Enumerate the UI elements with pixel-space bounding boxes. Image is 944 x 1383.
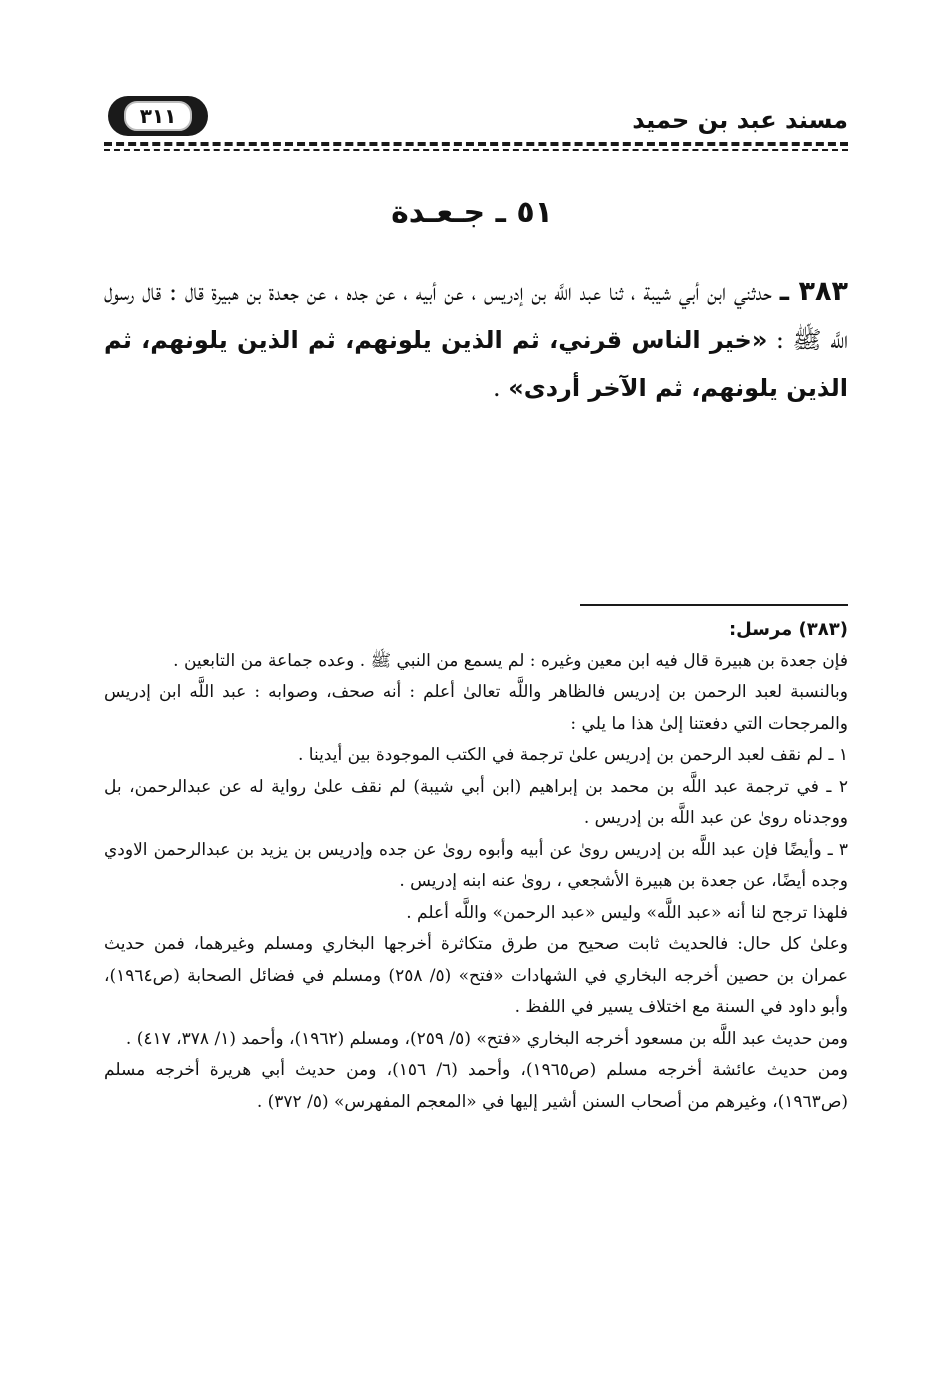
page-number-badge [108, 96, 208, 136]
footnote-paragraph: وعلىٰ كل حال: فالحديث ثابت صحيح من طرق متكاثرة أخرجها البخاري ومسلم وغيرهما، فمن حديث عمران بن حصين أخرجه البخاري في الشهادات «فتح» (٥/ ٢٥٨) ومسلم في فضائل الصحابة (ص١٩٦٤)، وأبو داود في السنة مع اختلاف يسير في اللفظ . [104, 934, 848, 1017]
hadith-number: ٣٨٣ ـ [779, 276, 848, 307]
footnote-divider [580, 604, 848, 606]
hadith-block [104, 268, 848, 412]
footnote-paragraph: فإن جعدة بن هبيرة قال فيه ابن معين وغيره : لم يسمع من النبي ﷺ . وعده جماعة من التابعين . [173, 650, 848, 671]
chapter-title: ٥١ ـ جـعـدة [391, 195, 553, 230]
footnotes-section [104, 614, 848, 1118]
footnote-paragraph: ومن حديث عائشة أخرجه مسلم (ص١٩٦٥)، وأحمد (٦/ ١٥٦)، ومن حديث أبي هريرة أخرجه مسلم (ص١٩٦٣)، وغيرهم من أصحاب السنن أشير إليها في «المعجم المفهرس» (٥/ ٣٧٢) . [104, 1060, 848, 1112]
hadith-end: . [492, 374, 509, 402]
footnote-paragraph: ٣ ـ وأيضًا فإن عبد اللَّه بن إدريس روىٰ عن أبيه وأبوه روىٰ عن جده وإدريس بن يزيد بن عبدالرحمن الاودي وجده أيضًا، عن جعدة بن هبيرة الأشجعي ، روىٰ عنه ابنه إدريس . [104, 839, 848, 891]
footnote-paragraph: ١ ـ لم نقف لعبد الرحمن بن إدريس علىٰ ترجمة في الكتب الموجودة بين أيدينا . [298, 745, 848, 765]
footnote-paragraph: وبالنسبة لعبد الرحمن بن إدريس فالظاهر واللَّه تعالىٰ أعلم : أنه صحف، وصوابه : عبد اللَّه ابن إدريس والمرجحات التي دفعتنا إلىٰ هذا ما يلي : [104, 682, 848, 734]
page-header [104, 92, 848, 158]
book-title: مسند عبد بن حميد [632, 106, 848, 134]
footnote-paragraph: فلهذا ترجح لنا أنه «عبد اللَّه» وليس «عبد الرحمن» واللَّه أعلم . [406, 902, 848, 923]
hadith-chain: حدثني ابن أبي شيبة ، ثنا عبد اللَّه بن إدريس ، عن أبيه ، عن جده ، عن جعدة بن هبيرة قال : قال رسول اللَّه ﷺ : [104, 278, 848, 354]
page-number: ٣١١ [124, 101, 192, 131]
header-divider [104, 142, 848, 146]
footnote-heading: (٣٨٣) مرسل: [728, 619, 848, 640]
footnote-paragraph: ومن حديث عبد اللَّه بن مسعود أخرجه البخاري «فتح» (٥/ ٢٥٩)، ومسلم (١٩٦٢)، وأحمد (١/ ٣٧٨، ٤١٧) . [125, 1028, 848, 1049]
header-divider-thin [104, 149, 848, 151]
footnote-paragraph: ٢ ـ في ترجمة عبد اللَّه بن محمد بن إبراهيم (ابن أبي شيبة) لم نقف علىٰ رواية له عن عبدالرحمن، بل ووجدناه روىٰ عن عبد اللَّه بن إدريس . [104, 776, 848, 828]
hadith-text: «خير الناس قرني، ثم الذين يلونهم، ثم الذين يلونهم، ثم الذين يلونهم، ثم الآخر أردى» [104, 326, 848, 402]
